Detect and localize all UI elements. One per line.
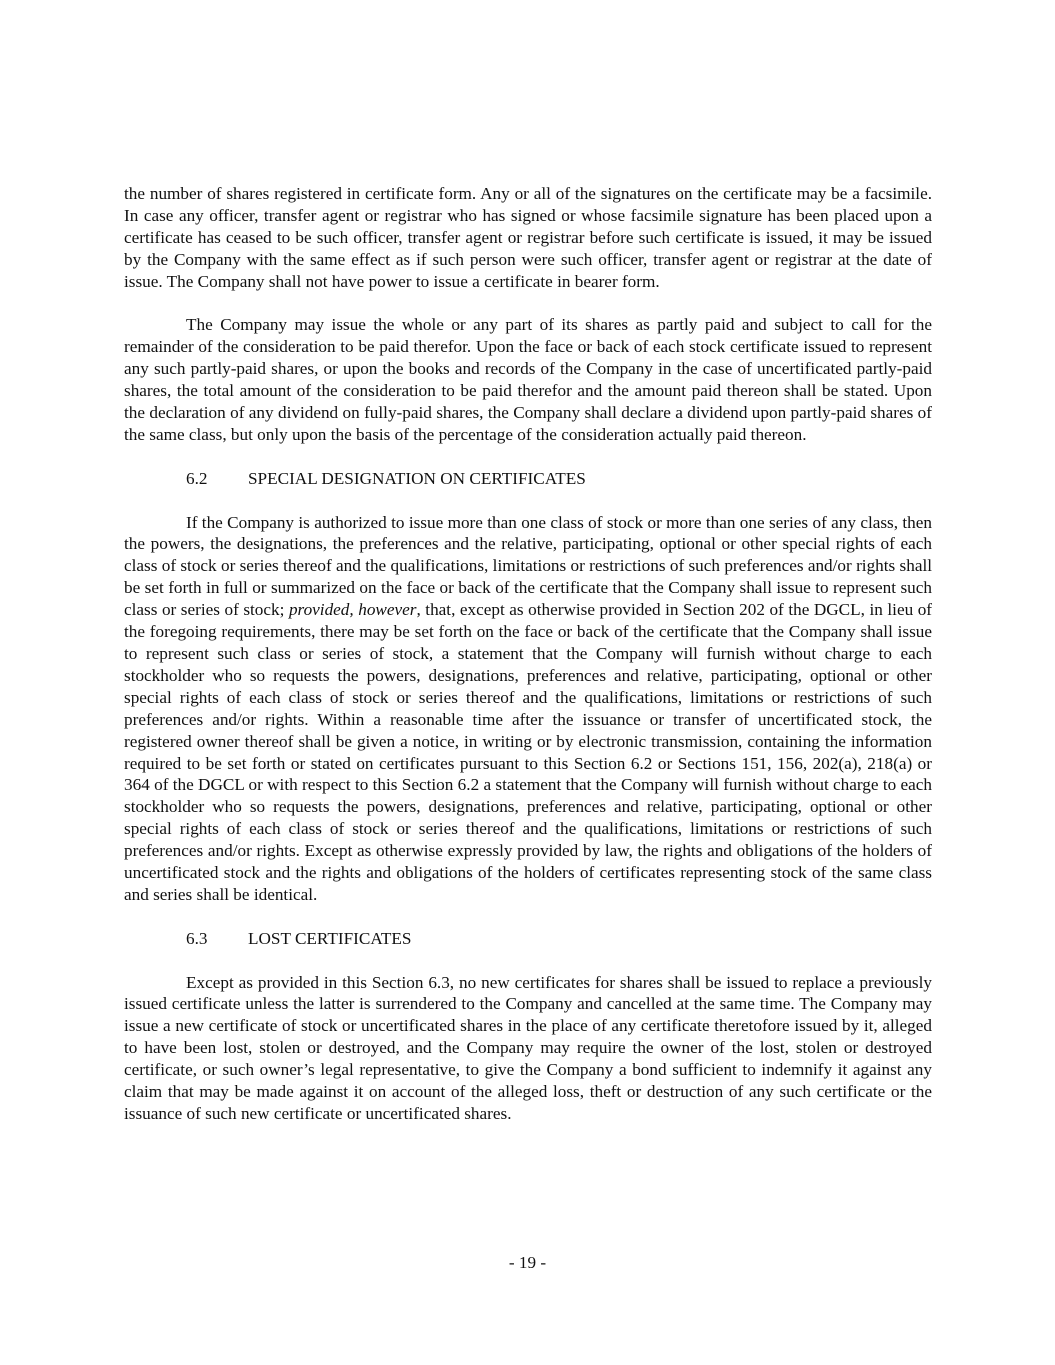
section-heading-6-2: [186, 468, 932, 490]
page-number: - 19 -: [508, 1253, 547, 1272]
paragraph-special-designation: [124, 512, 932, 906]
section-title: LOST CERTIFICATES: [248, 928, 412, 948]
section-title: SPECIAL DESIGNATION ON CERTIFICATES: [248, 468, 586, 488]
document-page: [124, 183, 932, 1147]
text-segment: , that, except as otherwise provided in Section 202 of the DGCL, in lieu of the foregoing requirements, there may be set forth on the face or back of the certificate that the Company shall issue to represent such class or series of stock, a statement that the Company will furnish without charge to each stockholder who so requests the powers, designations, preferences and relative, participating, optional or other special rights of each class of stock or series thereof and the qualifications, limitations or restrictions of such preferences and/or rights. Within a reasonable time after the issuance or transfer of uncertificated stock, the registered owner thereof shall be given a notice, in writing or by electronic transmission, containing the information required to be set forth or stated on certificates pursuant to this Section 6.2 or Sections 151, 156, 202(a), 218(a) or 364 of the DGCL or with respect to this Section 6.2 a statement that the Company will furnish without charge to each stockholder who so requests the powers, designations, preferences and relative, participating, optional or other special rights of each class of stock or series thereof and the qualifications, limitations or restrictions of such preferences and/or rights. Except as otherwise expressly provided by law, the rights and obligations of the holders of uncertificated stock and the rights and obligations of the holders of certificates representing stock of the same class and series shall be identical.: [124, 600, 933, 904]
paragraph-certificate-signatures: the number of shares registered in certificate form. Any or all of the signatures on the certificate may be a facsimile. In case any officer, transfer agent or registrar who has signed or whose facsimile signature has been placed upon a certificate has ceased to be such officer, transfer agent or registrar before such certificate is issued, it may be issued by the Company with the same effect as if such person were such officer, transfer agent or registrar at the date of issue. The Company shall not have power to issue a certificate in bearer form.: [124, 184, 932, 291]
paragraph-lost-certificates: Except as provided in this Section 6.3, no new certificates for shares shall be issued to replace a previously issued certificate unless the latter is surrendered to the Company and cancelled at the same time. The Company may issue a new certificate of stock or uncertificated shares in the place of any certificate theretofore issued by it, alleged to have been lost, stolen or destroyed, and the Company may require the owner of the lost, stolen or destroyed certificate, or such owner’s legal representative, to give the Company a bond sufficient to indemnify it against any claim that may be made against it on account of the alleged loss, theft or destruction of any such certificate or the issuance of such new certificate or uncertificated shares.: [124, 972, 932, 1123]
section-number: 6.2: [186, 468, 208, 488]
paragraph-partly-paid-shares: The Company may issue the whole or any part of its shares as partly paid and subject to call for the remainder of the consideration to be paid therefor. Upon the face or back of each stock certificate issued to represent any such partly-paid shares, or upon the books and records of the Company in the case of uncertificated partly-paid shares, the total amount of the consideration to be paid therefor and the amount paid thereon shall be stated. Upon the declaration of any dividend on fully-paid shares, the Company shall declare a dividend upon partly-paid shares of the same class, but only upon the basis of the percentage of the consideration actually paid thereon.: [124, 315, 932, 444]
section-number: 6.3: [186, 928, 208, 948]
text-segment: If the Company is authorized to issue more than one class of stock or more than one series of any class, then the powers, the designations, the preferences and the relative, participating, optional or other special rights of each class of stock or series thereof and the qualifications, limitations or restrictions of such preferences and/or rights shall be set forth in full or summarized on the face or back of the certificate that the Company shall issue to represent such class or series of stock;: [124, 512, 932, 620]
italic-proviso: provided, however: [288, 600, 417, 620]
section-heading-6-3: [186, 928, 932, 950]
